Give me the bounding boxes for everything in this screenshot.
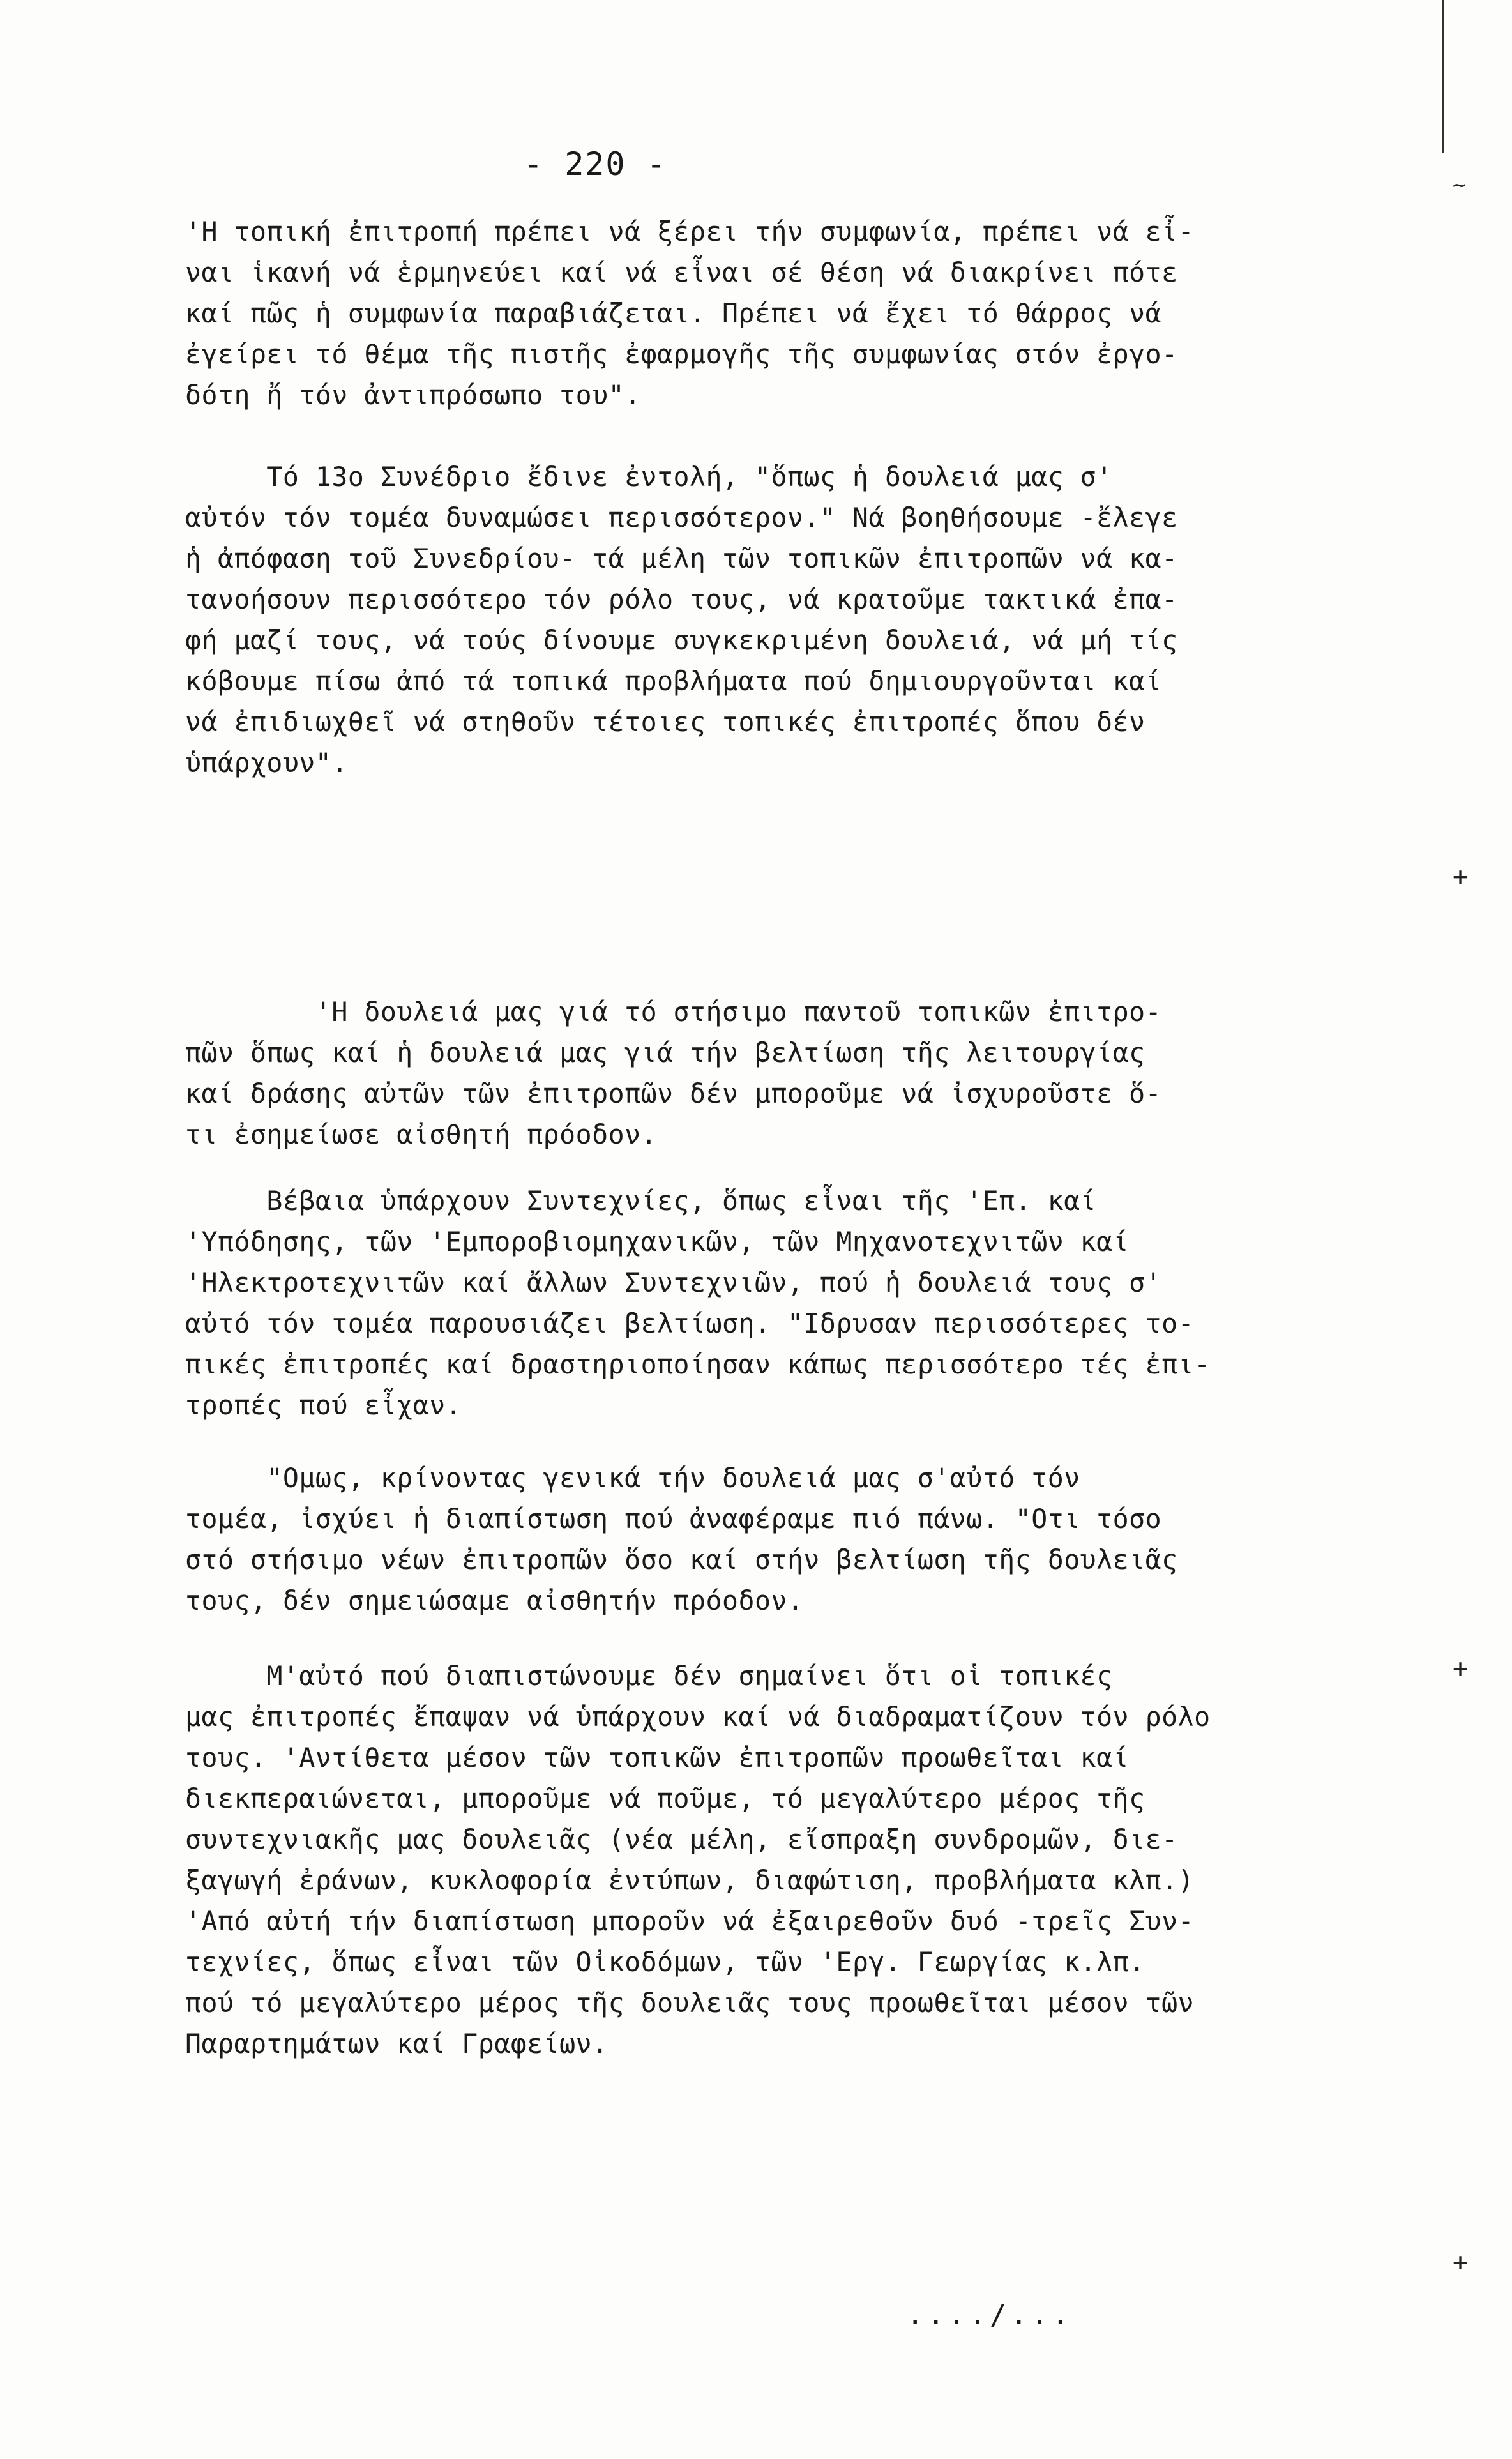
continuation-mark: ..../...: [907, 2299, 1073, 2331]
text-line: "Ομως, κρίνοντας γενικά τήν δουλειά μας σ'αὐτό τόν: [185, 1462, 1080, 1494]
text-line: τεχνίες, ὅπως εἶναι τῶν Οἰκοδόμων, τῶν 'Εργ. Γεωργίας κ.λπ.: [185, 1946, 1145, 1978]
text-line: νά ἐπιδιωχθεῖ νά στηθοῦν τέτοιες τοπικές ἐπιτροπές ὅπου δέν: [185, 706, 1145, 738]
text-line: συντεχνιακῆς μας δουλειᾶς (νέα μέλη, εἴσπραξη συνδρομῶν, διε-: [185, 1824, 1178, 1855]
text-line: πῶν ὅπως καί ἡ δουλειά μας γιά τήν βελτίωση τῆς λειτουργίας: [185, 1037, 1145, 1068]
text-line: αὐτό τόν τομέα παρουσιάζει βελτίωση. "Ιδρυσαν περισσότερες το-: [185, 1308, 1195, 1339]
text-line: Μ'αὐτό πού διαπιστώνουμε δέν σημαίνει ὅτι οἱ τοπικές: [185, 1660, 1113, 1691]
text-line: 'Η δουλειά μας γιά τό στήσιμο παντοῦ τοπικῶν ἐπιτρο-: [185, 996, 1162, 1027]
text-line: αὐτόν τόν τομέα δυναμώσει περισσότερον." Νά βοηθήσουμε -ἔλεγε: [185, 502, 1178, 533]
page-number: - 220 -: [524, 146, 667, 183]
text-line: 'Υπόδησης, τῶν 'Εμποροβιομηχανικῶν, τῶν Μηχανοτεχνιτῶν καί: [185, 1226, 1130, 1257]
text-line: μας ἐπιτροπές ἔπαψαν νά ὑπάρχουν καί νά διαδραματίζουν τόν ρόλο: [185, 1701, 1211, 1732]
scan-edge-line: [1442, 0, 1444, 153]
text-line: στό στήσιμο νέων ἐπιτροπῶν ὅσο καί στήν βελτίωση τῆς δουλειᾶς: [185, 1544, 1178, 1575]
text-line: τροπές πού εἶχαν.: [185, 1389, 462, 1421]
text-line: ἐγείρει τό θέμα τῆς πιστῆς ἐφαρμογῆς τῆς συμφωνίας στόν ἐργο-: [185, 338, 1178, 370]
text-line: ξαγωγή ἐράνων, κυκλοφορία ἐντύπων, διαφώτιση, προβλήματα κλπ.): [185, 1865, 1195, 1896]
text-line: κόβουμε πίσω ἀπό τά τοπικά προβλήματα πού δημιουργοῦνται καί: [185, 665, 1162, 697]
text-line: δότη ἤ τόν ἀντιπρόσωπο του".: [185, 379, 641, 411]
text-line: διεκπεραιώνεται, μποροῦμε νά ποῦμε, τό μεγαλύτερο μέρος τῆς: [185, 1783, 1145, 1814]
text-line: ὑπάρχουν".: [185, 747, 348, 778]
text-line: ναι ἱκανή νά ἑρμηνεύει καί νά εἶναι σέ θέση νά διακρίνει πότε: [185, 257, 1178, 288]
text-line: πού τό μεγαλύτερο μέρος τῆς δουλειᾶς τους προωθεῖται μέσον τῶν: [185, 1987, 1195, 2018]
text-line: πικές ἐπιτροπές καί δραστηριοποίησαν κάπως περισσότερο τές ἐπι-: [185, 1349, 1211, 1380]
text-line: φή μαζί τους, νά τούς δίνουμε συγκεκριμένη δουλειά, νά μή τίς: [185, 624, 1178, 656]
text-line: 'Από αὐτή τήν διαπίστωση μποροῦν νά ἐξαιρεθοῦν δυό -τρεῖς Συν-: [185, 1905, 1195, 1937]
text-line: Τό 13ο Συνέδριο ἔδινε ἐντολή, "ὅπως ἡ δουλειά μας σ': [185, 461, 1113, 492]
tilde-mark-icon: ~: [1453, 172, 1466, 198]
registration-cross-icon: +: [1453, 862, 1469, 891]
text-line: καί πῶς ἡ συμφωνία παραβιάζεται. Πρέπει νά ἔχει τό θάρρος νά: [185, 298, 1162, 329]
text-line: τομέα, ἰσχύει ἡ διαπίστωση πού ἀναφέραμε πιό πάνω. "Οτι τόσο: [185, 1503, 1162, 1534]
text-line: 'Η τοπική ἐπιτροπή πρέπει νά ξέρει τήν συμφωνία, πρέπει νά εἶ-: [185, 216, 1195, 247]
text-line: Βέβαια ὑπάρχουν Συντεχνίες, ὅπως εἶναι τῆς 'Επ. καί: [185, 1185, 1097, 1216]
text-line: τους, δέν σημειώσαμε αἰσθητήν πρόοδον.: [185, 1585, 804, 1616]
text-line: ἡ ἀπόφαση τοῦ Συνεδρίου- τά μέλη τῶν τοπικῶν ἐπιτροπῶν νά κα-: [185, 543, 1178, 574]
text-line: τανοήσουν περισσότερο τόν ρόλο τους, νά κρατοῦμε τακτικά ἐπα-: [185, 584, 1178, 615]
registration-cross-icon: +: [1453, 2248, 1469, 2277]
text-line: Παραρτημάτων καί Γραφείων.: [185, 2028, 609, 2059]
registration-cross-icon: +: [1453, 1654, 1469, 1683]
text-line: τι ἐσημείωσε αἰσθητή πρόοδον.: [185, 1119, 658, 1150]
text-line: τους. 'Αντίθετα μέσον τῶν τοπικῶν ἐπιτροπῶν προωθεῖται καί: [185, 1742, 1130, 1773]
text-line: καί δράσης αὐτῶν τῶν ἐπιτροπῶν δέν μποροῦμε νά ἰσχυροῦστε ὅ-: [185, 1078, 1162, 1109]
text-line: 'Ηλεκτροτεχνιτῶν καί ἄλλων Συντεχνιῶν, πού ἡ δουλειά τους σ': [185, 1267, 1162, 1298]
